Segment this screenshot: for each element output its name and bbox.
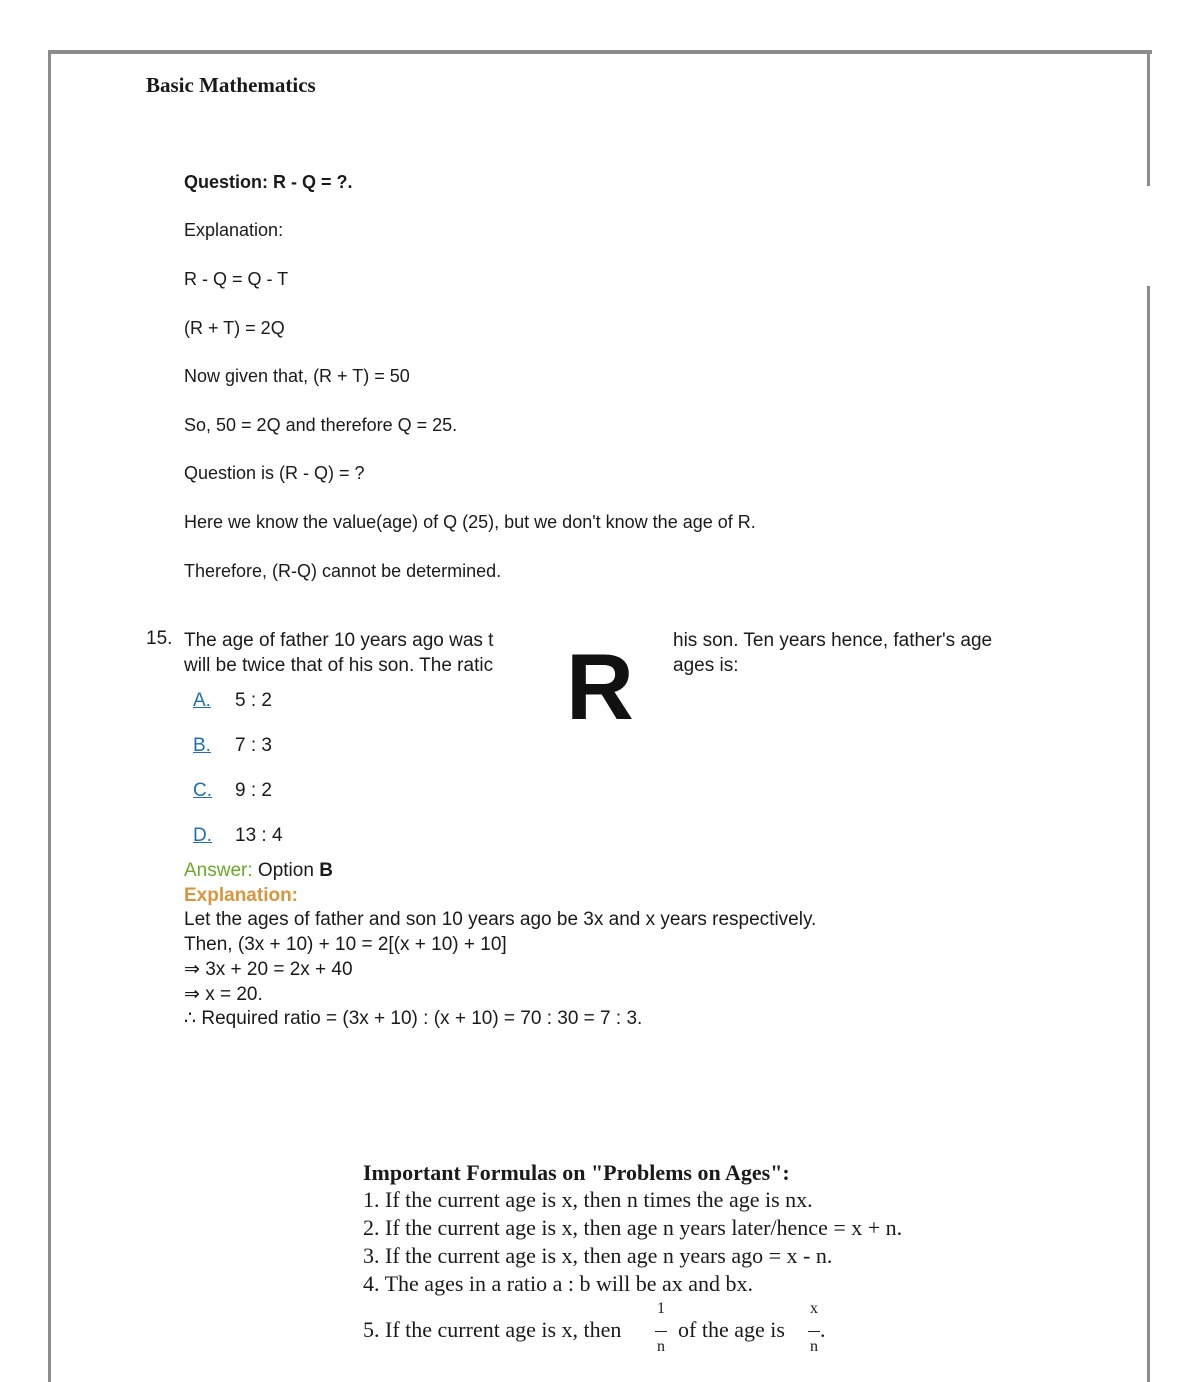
answer-label: Answer: bbox=[184, 860, 253, 881]
formula-item: 2. If the current age is x, then age n years later/hence = x + n. bbox=[363, 1215, 903, 1240]
fraction-denominator: n bbox=[810, 1338, 818, 1355]
option-d[interactable] bbox=[193, 825, 283, 847]
option-a[interactable] bbox=[193, 690, 272, 712]
solution-line: Question is (R - Q) = ? bbox=[184, 463, 365, 483]
option-value: 5 : 2 bbox=[235, 690, 272, 711]
answer-option: B bbox=[319, 860, 333, 881]
solution-conclusion: Therefore, (R-Q) cannot be determined. bbox=[184, 561, 502, 581]
fraction-numerator: 1 bbox=[657, 1300, 665, 1317]
page-border-right-lower bbox=[1147, 286, 1150, 1382]
formula-item: 3. If the current age is x, then age n years ago = x - n. bbox=[363, 1243, 833, 1268]
solution-line: ⇒ 3x + 20 = 2x + 40 bbox=[184, 959, 353, 980]
solution-line: Then, (3x + 10) + 10 = 2[(x + 10) + 10] bbox=[184, 934, 507, 955]
page-border-top bbox=[48, 50, 1152, 54]
option-value: 9 : 2 bbox=[235, 780, 272, 801]
question-heading: Question: R - Q = ?. bbox=[184, 172, 353, 192]
page-border-left bbox=[48, 50, 51, 1382]
formula-item-5-end: . bbox=[820, 1317, 826, 1342]
question-number: 15. bbox=[146, 628, 173, 649]
fraction-bar bbox=[655, 1331, 667, 1332]
formulas-title: Important Formulas on "Problems on Ages": bbox=[363, 1160, 790, 1185]
formula-item: 4. The ages in a ratio a : b will be ax and bx. bbox=[363, 1271, 753, 1296]
solution-line: Here we know the value(age) of Q (25), but we don't know the age of R. bbox=[184, 512, 756, 532]
formula-item-5-start: 5. If the current age is x, then bbox=[363, 1317, 622, 1342]
question-text-right: his son. Ten years hence, father's age bbox=[673, 630, 993, 651]
solution-line: So, 50 = 2Q and therefore Q = 25. bbox=[184, 415, 458, 435]
fraction-denominator: n bbox=[657, 1338, 665, 1355]
option-value: 7 : 3 bbox=[235, 735, 272, 756]
question-text-right: ages is: bbox=[673, 655, 739, 676]
page-border-right bbox=[1147, 50, 1150, 186]
option-letter: A. bbox=[193, 690, 211, 711]
solution-line: ⇒ x = 20. bbox=[184, 984, 263, 1005]
stamp-letter: R bbox=[566, 634, 634, 739]
question-text-left: The age of father 10 years ago was t bbox=[184, 630, 494, 651]
answer-text: Option bbox=[257, 860, 314, 881]
formula-item: 1. If the current age is x, then n times the age is nx. bbox=[363, 1187, 813, 1212]
solution-result: ∴ Required ratio = (3x + 10) : (x + 10) = 70 : 30 = 7 : 3. bbox=[184, 1008, 643, 1029]
option-b[interactable] bbox=[193, 735, 272, 757]
option-letter: B. bbox=[193, 735, 211, 756]
fraction-numerator: x bbox=[810, 1300, 818, 1317]
solution-line: R - Q = Q - T bbox=[184, 269, 289, 289]
explanation-label: Explanation: bbox=[184, 220, 284, 240]
document-header: Basic Mathematics bbox=[146, 73, 316, 97]
option-c[interactable] bbox=[193, 780, 272, 802]
formula-item-5-middle: of the age is bbox=[678, 1317, 785, 1342]
option-letter: C. bbox=[193, 780, 212, 801]
solution-line: Now given that, (R + T) = 50 bbox=[184, 366, 410, 386]
question-text-left: will be twice that of his son. The ratic bbox=[184, 655, 494, 676]
explanation-label: Explanation: bbox=[184, 885, 299, 906]
fraction-bar bbox=[808, 1331, 820, 1332]
solution-line: Let the ages of father and son 10 years ago be 3x and x years respectively. bbox=[184, 909, 817, 930]
answer-line bbox=[184, 860, 333, 882]
solution-line: (R + T) = 2Q bbox=[184, 318, 285, 338]
option-value: 13 : 4 bbox=[235, 825, 283, 846]
option-letter: D. bbox=[193, 825, 212, 846]
